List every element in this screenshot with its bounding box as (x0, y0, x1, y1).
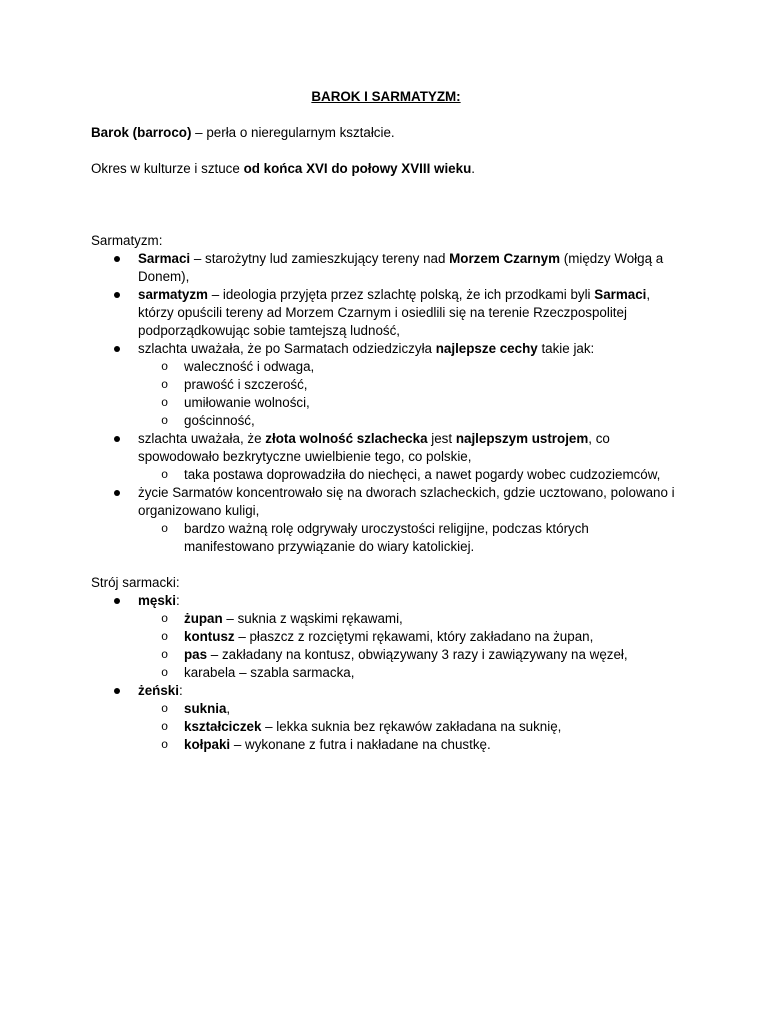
okres-paragraph: Okres w kulturze i sztuce od końca XVI do połowy XVIII wieku. (91, 161, 475, 176)
list-item: sarmatyzm – ideologia przyjęta przez szlachtę polską, że ich przodkami byli Sarmaci, którzy opuścili tereny ad Morzem Czarnym i osiedlili się na terenie Rzeczpospolitej podporządkowując sobie tamtejszą ludność, (91, 286, 681, 340)
sub-list-item: o prawość i szczerość, (91, 376, 681, 394)
sub-list-item: o waleczność i odwaga, (91, 358, 681, 376)
list-item: Sarmaci – starożytny lud zamieszkujący tereny nad Morzem Czarnym (między Wołgą a Donem), (91, 250, 681, 286)
sub-list-item: o kołpaki – wykonane z futra i nakładane na chustkę. (91, 736, 681, 754)
sub-list (138, 700, 681, 754)
list-item-meski: męski: o żupan – suknia z wąskimi rękawami, o kontusz – płaszcz z rozciętymi rękawami, który zakładano na żupan, o pas – zakładany na kontusz, obwiązywany 3 razy i zawiązywany na węzeł, o karabela – szabla sarmacka, (91, 592, 681, 682)
sub-list (138, 610, 681, 682)
sarmatyzm-heading: Sarmatyzm: (91, 233, 163, 248)
barok-definition: Barok (barroco) – perła o nieregularnym kształcie. (91, 125, 395, 140)
sub-list-item: o taka postawa doprowadziła do niechęci, a nawet pogardy wobec cudzoziemców, (91, 466, 681, 484)
sub-list-item: o kontusz – płaszcz z rozciętymi rękawami, który zakładano na żupan, (91, 628, 681, 646)
list-item: życie Sarmatów koncentrowało się na dworach szlacheckich, gdzie ucztowano, polowano i organizowano kuligi, o bardzo ważną rolę odgrywały uroczystości religijne, podczas których manifestowano przywiązanie do wiary katolickiej. (91, 484, 681, 556)
sub-list-item: o pas – zakładany na kontusz, obwiązywany 3 razy i zawiązywany na węzeł, (91, 646, 681, 664)
sub-list-item: o kształciczek – lekka suknia bez rękawów zakładana na suknię, (91, 718, 681, 736)
sub-list-item: o umiłowanie wolności, (91, 394, 681, 412)
list-item: szlachta uważała, że złota wolność szlachecka jest najlepszym ustrojem, co spowodowało bezkrytyczne uwielbienie tego, co polskie, o taka postawa doprowadziła do niechęci, a nawet pogardy wobec cudzoziemców, (91, 430, 681, 484)
stroj-heading: Strój sarmacki: (91, 575, 180, 590)
stroj-list (91, 592, 681, 754)
sub-list-item: o suknia, (91, 700, 681, 718)
document-page (91, 88, 681, 754)
sub-list (138, 520, 681, 556)
sub-list-item: o gościnność, (91, 412, 681, 430)
sub-list (138, 358, 681, 430)
sub-list (138, 466, 681, 484)
barok-term: Barok (barroco) (91, 125, 192, 140)
sub-list-item: o żupan – suknia z wąskimi rękawami, (91, 610, 681, 628)
sub-list-item: o bardzo ważną rolę odgrywały uroczystości religijne, podczas których manifestowano przywiązanie do wiary katolickiej. (91, 520, 681, 556)
sub-list-item: o karabela – szabla sarmacka, (91, 664, 681, 682)
document-title: BAROK I SARMATYZM: (311, 89, 461, 104)
list-item-zenski: żeński: o suknia, o kształciczek – lekka suknia bez rękawów zakładana na suknię, o kołpaki – wykonane z futra i nakładane na chustkę. (91, 682, 681, 754)
list-item: szlachta uważała, że po Sarmatach odziedziczyła najlepsze cechy takie jak: o waleczność i odwaga, o prawość i szczerość, o umiłowanie wolności, o gościnność, (91, 340, 681, 430)
sarmatyzm-list (91, 250, 681, 556)
